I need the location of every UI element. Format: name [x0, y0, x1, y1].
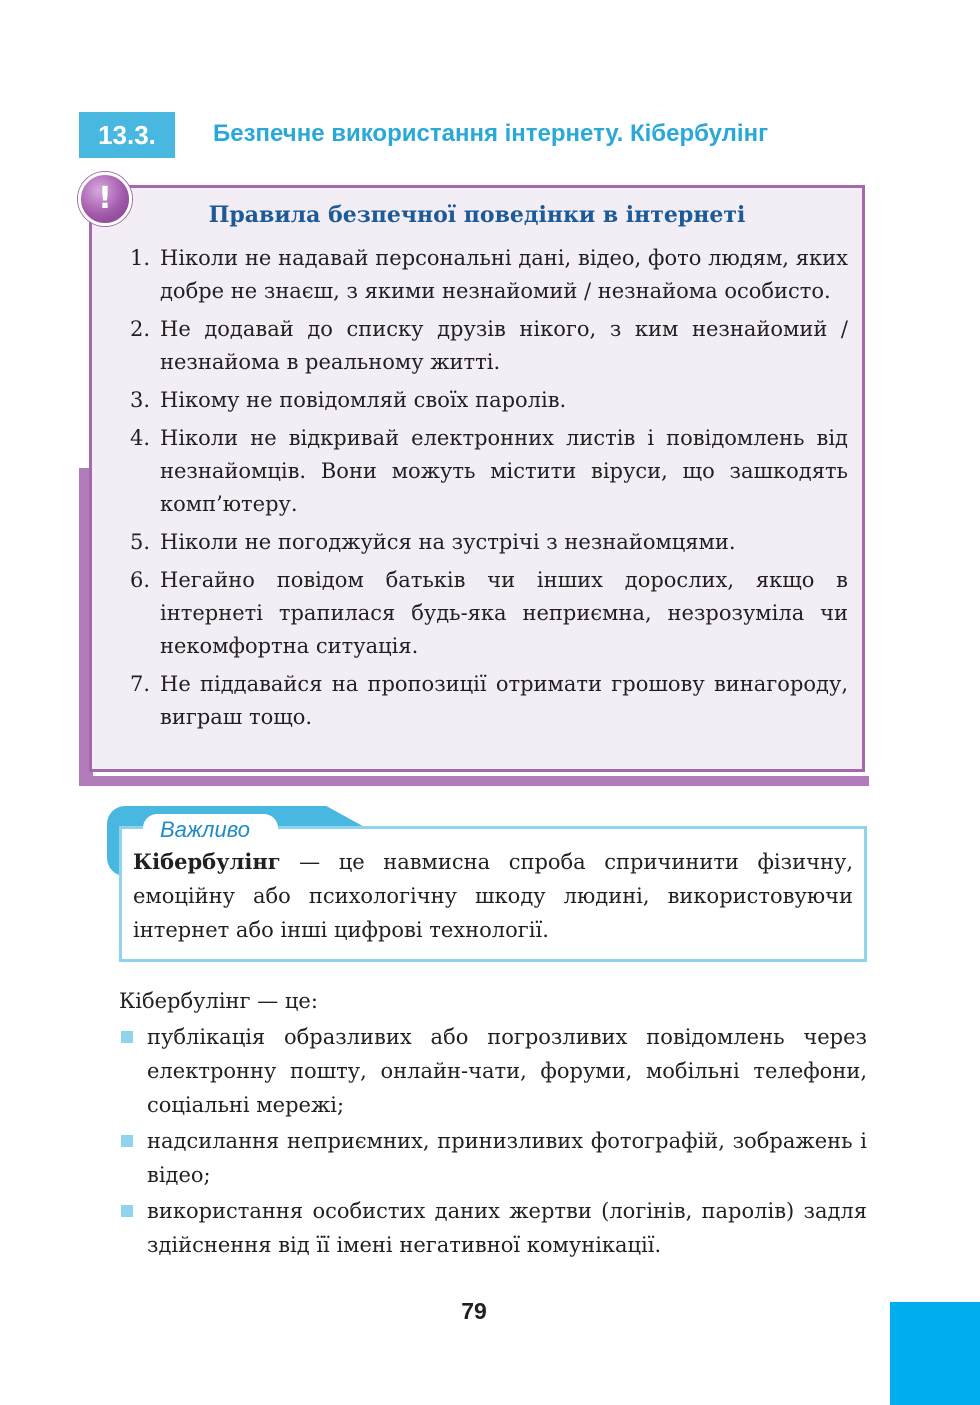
rule-item — [130, 668, 848, 734]
corner-tab — [890, 1302, 980, 1405]
square-bullet-icon — [119, 1194, 147, 1262]
rules-list — [130, 242, 848, 739]
rule-number: 4. — [130, 426, 151, 450]
important-label-text: Важливо — [160, 817, 250, 842]
square-bullet-icon — [119, 1020, 147, 1122]
exclamation-icon: ! — [78, 172, 132, 226]
rule-item — [130, 422, 848, 521]
rule-text: Негайно повідом батьків чи інших дорослих, якщо в інтернеті трапилася будь-яка неприємна, незрозуміла чи некомфортна ситуація. — [160, 568, 848, 658]
rule-number: 3. — [130, 388, 151, 412]
list-item-text: використання особистих даних жертви (логінів, паролів) задля здійснення від її імені негативної комунікації. — [147, 1199, 867, 1257]
important-definition-text: — це навмисна спроба спричинити фізичну, емоційну або психологічну шкоду людині, використовуючи інтернет або інші цифрові технології. — [133, 850, 853, 942]
rule-number: 5. — [130, 530, 151, 554]
rule-text: Не додавай до списку друзів нікого, з ким незнайомий / незнайома в реальному житті. — [160, 317, 848, 374]
important-label — [143, 814, 278, 844]
rule-text: Не піддавайся на пропозиції отримати грошову винагороду, виграш тощо. — [160, 672, 848, 729]
cyberbullying-list — [119, 1020, 867, 1264]
rule-number: 2. — [130, 317, 151, 341]
important-definition — [133, 845, 853, 947]
rule-text: Нікому не повідомляй своїх паролів. — [160, 388, 567, 412]
cyberbullying-intro: Кібербулінг — це: — [119, 989, 318, 1013]
page-number: 79 — [461, 1298, 487, 1324]
rule-item — [130, 313, 848, 379]
rule-number: 1. — [130, 246, 151, 270]
list-item — [119, 1124, 867, 1192]
list-item — [119, 1020, 867, 1122]
list-item-text: надсилання неприємних, принизливих фотографій, зображень і відео; — [147, 1129, 867, 1187]
list-item-text: публікація образливих або погрозливих повідомлень через електронну пошту, онлайн-чати, форуми, мобільні телефони, соціальні мережі; — [147, 1025, 867, 1117]
section-number: 13.3. — [79, 112, 175, 158]
section-title: Безпечне використання інтернету. Кібербулінг — [213, 120, 769, 147]
rule-number: 7. — [130, 672, 151, 696]
rule-text: Ніколи не відкривай електронних листів і повідомлень від незнайомців. Вони можуть містити віруси, що зашкодять комп’ютеру. — [160, 426, 848, 516]
rule-item — [130, 384, 848, 417]
important-term: Кібербулінг — [133, 849, 281, 874]
rule-number: 6. — [130, 568, 151, 592]
square-bullet-icon — [119, 1124, 147, 1192]
rules-box-shadow-bottom — [79, 776, 869, 786]
rule-text: Ніколи не погоджуйся на зустрічі з незнайомцями. — [160, 530, 736, 554]
rule-text: Ніколи не надавай персональні дані, відео, фото людям, яких добре не знаєш, з якими незнайомий / незнайома особисто. — [160, 246, 848, 303]
rules-title: Правила безпечної поведінки в інтернеті — [208, 202, 746, 228]
rule-item — [130, 526, 848, 559]
list-item — [119, 1194, 867, 1262]
rule-item — [130, 564, 848, 663]
rule-item — [130, 242, 848, 308]
